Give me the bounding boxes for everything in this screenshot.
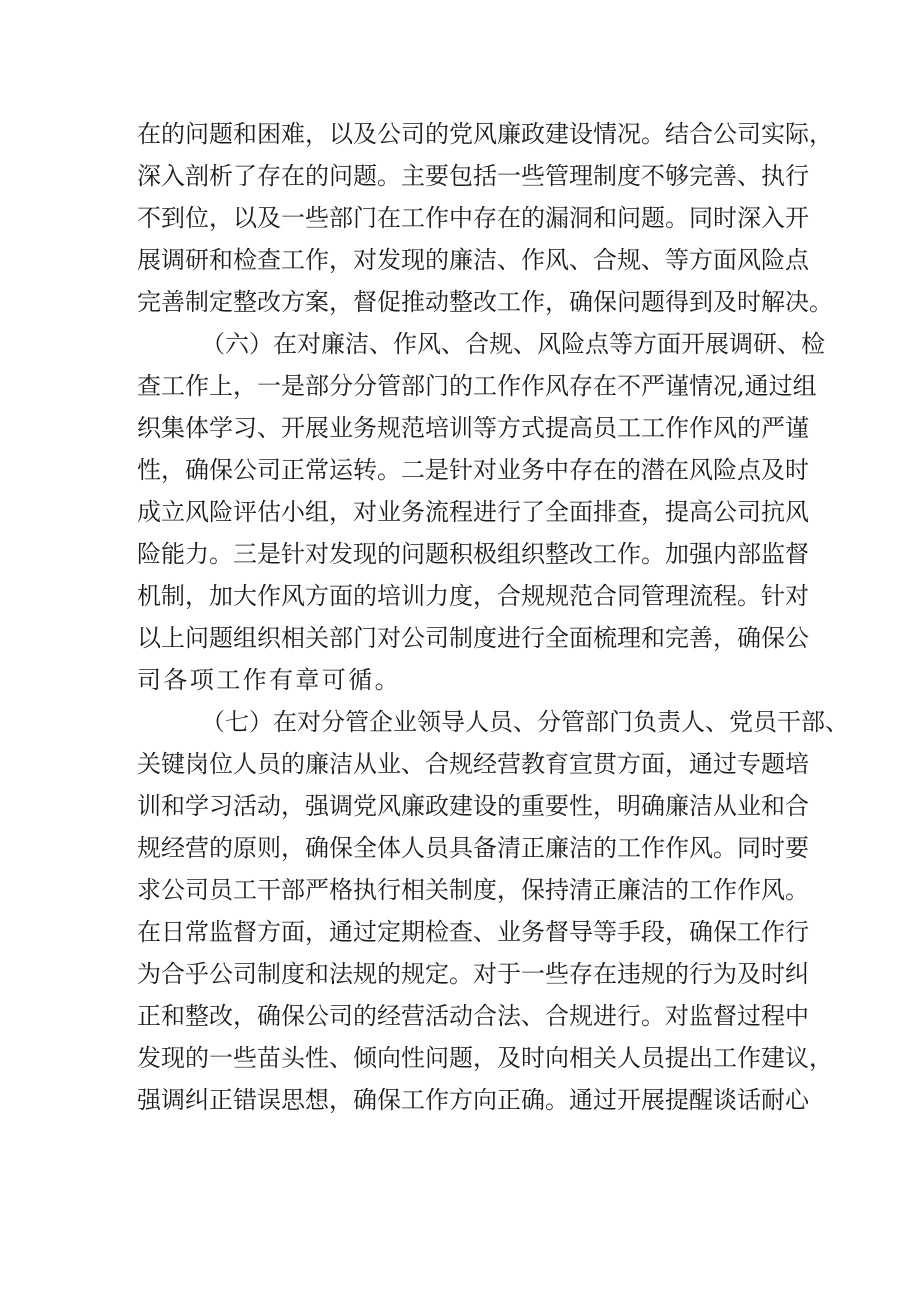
text-line: 正和整改，确保公司的经营活动合法、合规进行。对监督过程中 [137, 1002, 809, 1030]
document-body [137, 113, 849, 1121]
text-line: 司各项工作有章可循。 [137, 666, 401, 694]
paragraph-six [137, 323, 825, 701]
text-line: 在的问题和困难，以及公司的党风廉政建设情况。结合公司实际， [137, 120, 833, 148]
text-line: 深入剖析了存在的问题。主要包括一些管理制度不够完善、执行 [137, 162, 809, 190]
text-line: 训和学习活动，强调党风廉政建设的重要性，明确廉洁从业和合 [137, 792, 809, 820]
text-line: 完善制定整改方案，督促推动整改工作，确保问题得到及时解决。 [137, 288, 833, 316]
text-line: 为合乎公司制度和法规的规定。对于一些存在违规的行为及时纠 [137, 960, 809, 988]
text-line: 织集体学习、开展业务规范培训等方式提高员工工作作风的严谨 [137, 414, 809, 442]
text-line: 求公司员工干部严格执行相关制度，保持清正廉洁的工作作风。 [137, 876, 809, 904]
text-line: 险能力。三是针对发现的问题积极组织整改工作。加强内部监督 [137, 540, 809, 568]
text-line: 以上问题组织相关部门对公司制度进行全面梳理和完善，确保公 [137, 624, 809, 652]
text-line: 强调纠正错误思想，确保工作方向正确。通过开展提醒谈话耐心 [137, 1086, 809, 1114]
paragraph-seven [137, 701, 849, 1121]
text-line: 展调研和检查工作，对发现的廉洁、作风、合规、等方面风险点 [137, 246, 809, 274]
text-line: 关键岗位人员的廉洁从业、合规经营教育宣贯方面，通过专题培 [137, 750, 809, 778]
text-line: （七）在对分管企业领导人员、分管部门负责人、党员干部、 [201, 708, 849, 736]
text-line: 查工作上，一是部分分管部门的工作作风存在不严谨情况,通过组 [137, 372, 817, 400]
text-line: 成立风险评估小组，对业务流程进行了全面排查，提高公司抗风 [137, 498, 809, 526]
text-line: 规经营的原则，确保全体人员具备清正廉洁的工作作风。同时要 [137, 834, 809, 862]
text-line: 发现的一些苗头性、倾向性问题，及时向相关人员提出工作建议， [137, 1044, 833, 1072]
text-line: 不到位，以及一些部门在工作中存在的漏洞和问题。同时深入开 [137, 204, 809, 232]
paragraph-continued [137, 113, 833, 323]
text-line: 性，确保公司正常运转。二是针对业务中存在的潜在风险点及时 [137, 456, 809, 484]
text-line: 机制，加大作风方面的培训力度，合规规范合同管理流程。针对 [137, 582, 809, 610]
text-line: 在日常监督方面，通过定期检查、业务督导等手段，确保工作行 [137, 918, 809, 946]
text-line: （六）在对廉洁、作风、合规、风险点等方面开展调研、检 [201, 330, 825, 358]
